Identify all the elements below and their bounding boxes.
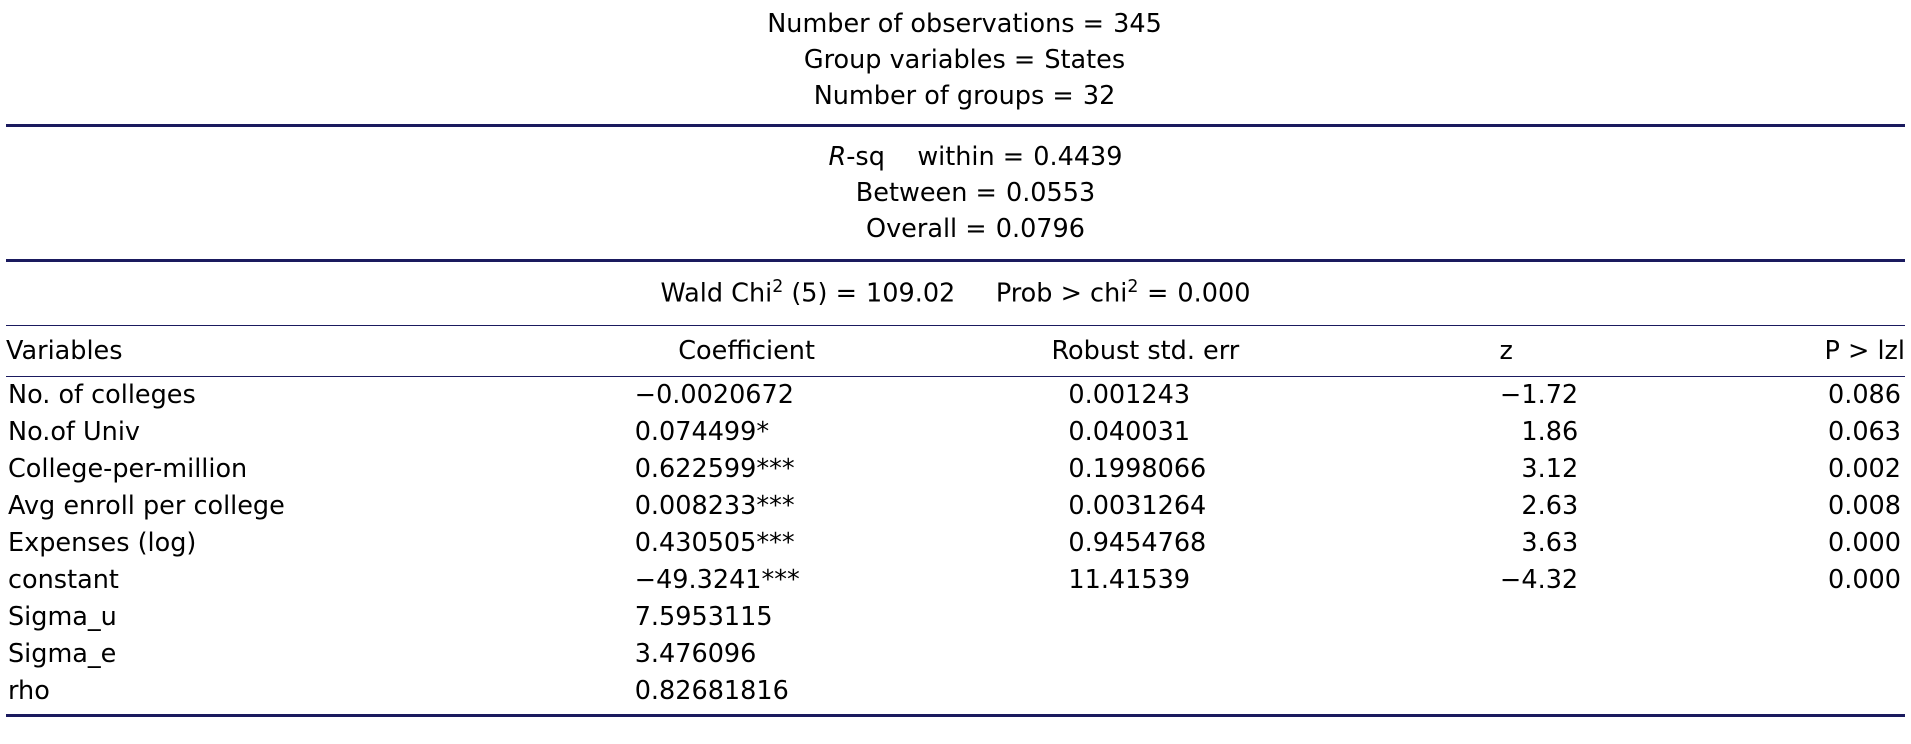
wald-chi-superscript: 2 <box>772 277 784 298</box>
row-se-cell <box>937 377 1355 414</box>
table-row <box>6 525 1905 562</box>
row-coefficient-cell <box>557 599 937 636</box>
column-header-coefficient: Coefficient <box>678 335 815 366</box>
rsq-italic-r: R <box>828 141 847 172</box>
table-row <box>6 673 1905 710</box>
row-variable: rho <box>8 676 50 707</box>
table-header-row <box>6 326 1905 376</box>
row-se-cell <box>937 414 1355 451</box>
row-variable: College-per-million <box>8 454 248 485</box>
row-z: 1.86 <box>1521 417 1579 448</box>
table-body <box>6 377 1905 710</box>
group-variables-value: States <box>1044 45 1126 76</box>
equals-sign: = <box>1013 45 1045 76</box>
row-variable: Avg enroll per college <box>8 491 285 522</box>
row-z-cell <box>1354 562 1658 599</box>
observations-line <box>6 6 1905 42</box>
row-p: 0.002 <box>1827 454 1901 485</box>
row-z-cell <box>1354 377 1658 414</box>
row-p-cell <box>1658 525 1905 562</box>
coefficients-table <box>6 326 1905 376</box>
row-coefficient: 0.622599*** <box>634 454 795 485</box>
row-coefficient-cell <box>557 488 937 525</box>
row-variable: constant <box>8 565 119 596</box>
row-z: −1.72 <box>1500 380 1579 411</box>
row-se-cell <box>937 636 1355 673</box>
row-se-cell <box>937 599 1355 636</box>
row-p-cell <box>1658 562 1905 599</box>
rsq-between-label: Between <box>855 177 968 208</box>
row-z-cell <box>1354 525 1658 562</box>
wald-chi-df: (5) <box>791 278 828 309</box>
row-z-cell <box>1354 451 1658 488</box>
wald-prob-label: Prob > chi <box>995 278 1128 309</box>
row-se: 11.41539 <box>1068 565 1191 596</box>
column-header-variables: Variables <box>6 335 123 366</box>
row-coefficient-cell <box>557 562 937 599</box>
rsq-within-label: -sq within <box>846 141 995 172</box>
row-coefficient-cell <box>557 525 937 562</box>
row-se: 0.001243 <box>1068 380 1191 411</box>
row-coefficient: 7.5953115 <box>634 602 773 633</box>
equals-sign: = <box>1002 141 1034 172</box>
row-se-cell <box>937 525 1355 562</box>
table-row <box>6 451 1905 488</box>
rsq-overall-label: Overall <box>866 214 958 245</box>
row-coefficient-cell <box>557 673 937 710</box>
row-se-cell <box>937 673 1355 710</box>
row-p: 0.000 <box>1827 565 1901 596</box>
observations-value: 345 <box>1113 9 1162 39</box>
row-z-cell <box>1354 488 1658 525</box>
row-coefficient: 0.430505*** <box>634 528 795 559</box>
row-se: 0.040031 <box>1068 417 1191 448</box>
column-header-p-value: P > lzl <box>1824 335 1905 366</box>
row-p-cell <box>1658 673 1905 710</box>
row-coefficient: −0.0020672 <box>634 380 794 411</box>
row-se: 0.9454768 <box>1068 528 1207 559</box>
wald-chi-value: 109.02 <box>866 278 956 309</box>
row-p-cell <box>1658 414 1905 451</box>
rsq-within-value: 0.4439 <box>1033 141 1123 172</box>
wald-prob-value: 0.000 <box>1177 278 1251 309</box>
table-row <box>6 636 1905 673</box>
row-variable: No. of colleges <box>8 380 196 411</box>
row-p-cell <box>1658 451 1905 488</box>
row-z-cell <box>1354 414 1658 451</box>
table-row <box>6 414 1905 451</box>
row-z: 3.63 <box>1521 528 1579 559</box>
row-z-cell <box>1354 599 1658 636</box>
row-coefficient-cell <box>557 451 937 488</box>
row-z-cell <box>1354 673 1658 710</box>
row-coefficient-cell <box>557 414 937 451</box>
rsq-between-line <box>6 175 1905 211</box>
divider-rule-bottom <box>6 714 1905 717</box>
row-z: 3.12 <box>1521 454 1579 485</box>
row-coefficient-cell <box>557 636 937 673</box>
column-header-robust-std-err: Robust std. err <box>1051 335 1240 366</box>
table-row <box>6 377 1905 414</box>
row-p-cell <box>1658 599 1905 636</box>
equals-sign: = <box>1082 9 1114 39</box>
equals-sign: = <box>835 278 867 309</box>
row-coefficient: −49.3241*** <box>634 565 800 596</box>
row-z: 2.63 <box>1521 491 1579 522</box>
wald-block <box>6 262 1905 325</box>
row-p-cell <box>1658 377 1905 414</box>
wald-gap <box>963 279 987 309</box>
column-header-z: z <box>1499 335 1513 366</box>
row-coefficient-cell <box>557 377 937 414</box>
equals-sign: = <box>1052 81 1083 112</box>
equals-sign: = <box>965 214 996 245</box>
row-coefficient: 3.476096 <box>634 639 757 670</box>
observations-label: Number of observations <box>767 9 1075 39</box>
row-variable: Sigma_u <box>8 602 117 633</box>
group-variables-label: Group variables <box>803 45 1006 76</box>
row-p: 0.086 <box>1827 380 1901 411</box>
row-coefficient: 0.008233*** <box>634 491 795 522</box>
row-coefficient: 0.82681816 <box>634 676 789 707</box>
row-p-cell <box>1658 488 1905 525</box>
coefficients-body-table <box>6 377 1905 710</box>
groups-value: 32 <box>1082 81 1116 112</box>
rsq-block <box>6 127 1905 260</box>
row-variable: Sigma_e <box>8 639 117 670</box>
group-variables-line <box>6 42 1905 78</box>
row-p: 0.063 <box>1827 417 1901 448</box>
rsq-overall-value: 0.0796 <box>995 214 1085 245</box>
row-se-cell <box>937 488 1355 525</box>
row-p-cell <box>1658 636 1905 673</box>
rsq-overall-line <box>6 211 1905 247</box>
groups-label: Number of groups <box>813 81 1045 112</box>
rsq-between-value: 0.0553 <box>1005 177 1096 208</box>
row-se-cell <box>937 562 1355 599</box>
row-se: 0.1998066 <box>1068 454 1207 485</box>
equals-sign: = <box>1138 278 1178 309</box>
table-row <box>6 562 1905 599</box>
row-variable: No.of Univ <box>8 417 141 448</box>
table-row <box>6 488 1905 525</box>
summary-block <box>6 0 1905 124</box>
row-p: 0.000 <box>1827 528 1901 559</box>
equals-sign: = <box>975 177 1006 208</box>
row-coefficient: 0.074499* <box>634 417 770 448</box>
rsq-within-line <box>6 139 1905 175</box>
wald-chi-label: Wald Chi <box>660 278 773 309</box>
row-se-cell <box>937 451 1355 488</box>
wald-line <box>6 275 1905 312</box>
row-z-cell <box>1354 636 1658 673</box>
groups-line <box>6 78 1905 114</box>
row-p: 0.008 <box>1827 491 1901 522</box>
row-se: 0.0031264 <box>1068 491 1207 522</box>
row-z: −4.32 <box>1500 565 1579 596</box>
table-header <box>6 326 1905 376</box>
row-variable: Expenses (log) <box>8 528 197 559</box>
wald-prob-superscript: 2 <box>1127 277 1139 298</box>
table-row <box>6 599 1905 636</box>
